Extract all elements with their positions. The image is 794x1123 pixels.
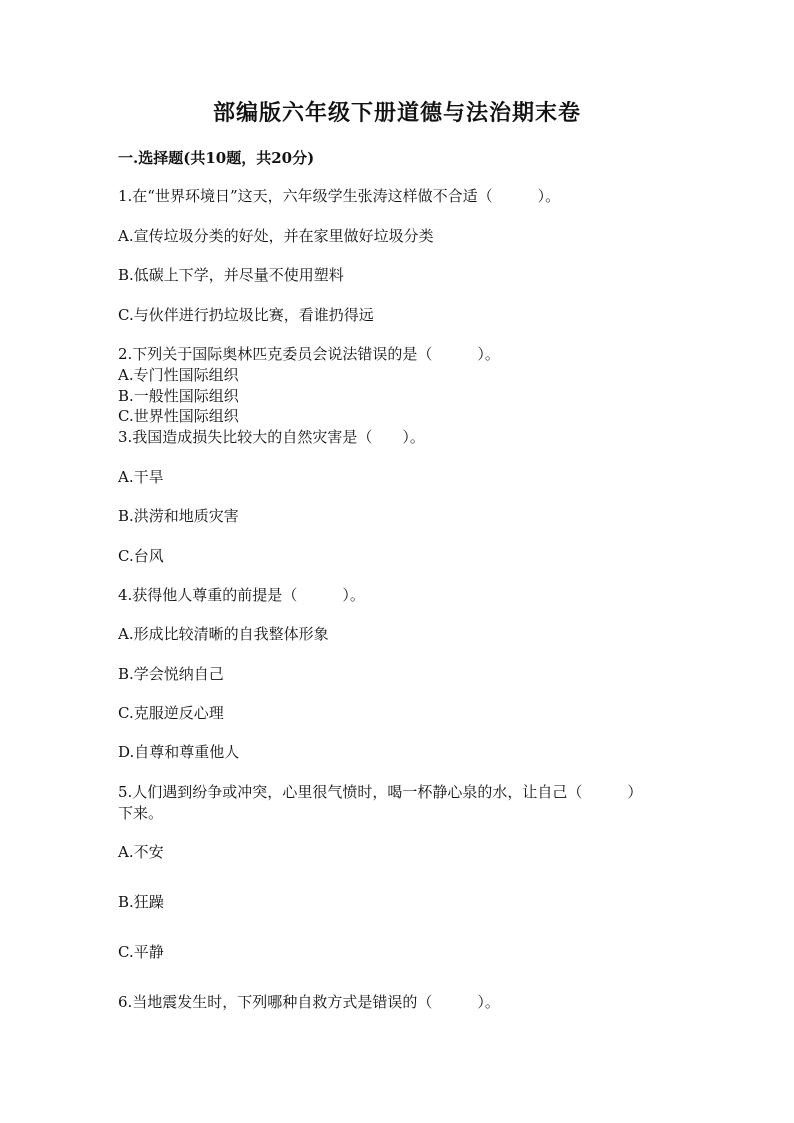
option-2b: B.一般性国际组织 <box>118 387 239 405</box>
question-5-cont: 下来。 <box>118 804 164 822</box>
option-1c: C.与伙伴进行扔垃圾比赛，看谁扔得远 <box>118 306 374 324</box>
question-1: 1.在“世界环境日”这天，六年级学生张涛这样做不合适（ ）。 <box>118 187 561 205</box>
option-3c: C.台风 <box>118 547 164 565</box>
option-1b: B.低碳上下学，并尽量不使用塑料 <box>118 266 344 284</box>
option-3b: B.洪涝和地质灾害 <box>118 507 239 525</box>
section-heading: 一.选择题(共10题，共20分) <box>118 149 315 167</box>
option-1a: A.宣传垃圾分类的好处，并在家里做好垃圾分类 <box>118 227 434 245</box>
question-2: 2.下列关于国际奥林匹克委员会说法错误的是（ ）。 <box>118 345 500 363</box>
option-5b: B.狂躁 <box>118 893 164 911</box>
page-title: 部编版六年级下册道德与法治期末卷 <box>212 100 581 126</box>
option-4a: A.形成比较清晰的自我整体形象 <box>118 625 329 643</box>
question-6: 6.当地震发生时，下列哪种自救方式是错误的（ ）。 <box>118 993 500 1011</box>
question-3: 3.我国造成损失比较大的自然灾害是（ ）。 <box>118 428 425 446</box>
option-5a: A.不安 <box>118 843 164 861</box>
option-3a: A.干旱 <box>118 468 164 486</box>
option-5c: C.平静 <box>118 943 164 961</box>
option-4c: C.克服逆反心理 <box>118 704 224 722</box>
option-4b: B.学会悦纳自己 <box>118 665 224 683</box>
option-2c: C.世界性国际组织 <box>118 407 239 425</box>
option-2a: A.专门性国际组织 <box>118 366 239 384</box>
option-4d: D.自尊和尊重他人 <box>118 743 240 761</box>
question-4: 4.获得他人尊重的前提是（ ）。 <box>118 586 365 604</box>
question-5: 5.人们遇到纷争或冲突，心里很气愤时，喝一杯静心泉的水，让自己（ ） <box>118 783 643 801</box>
